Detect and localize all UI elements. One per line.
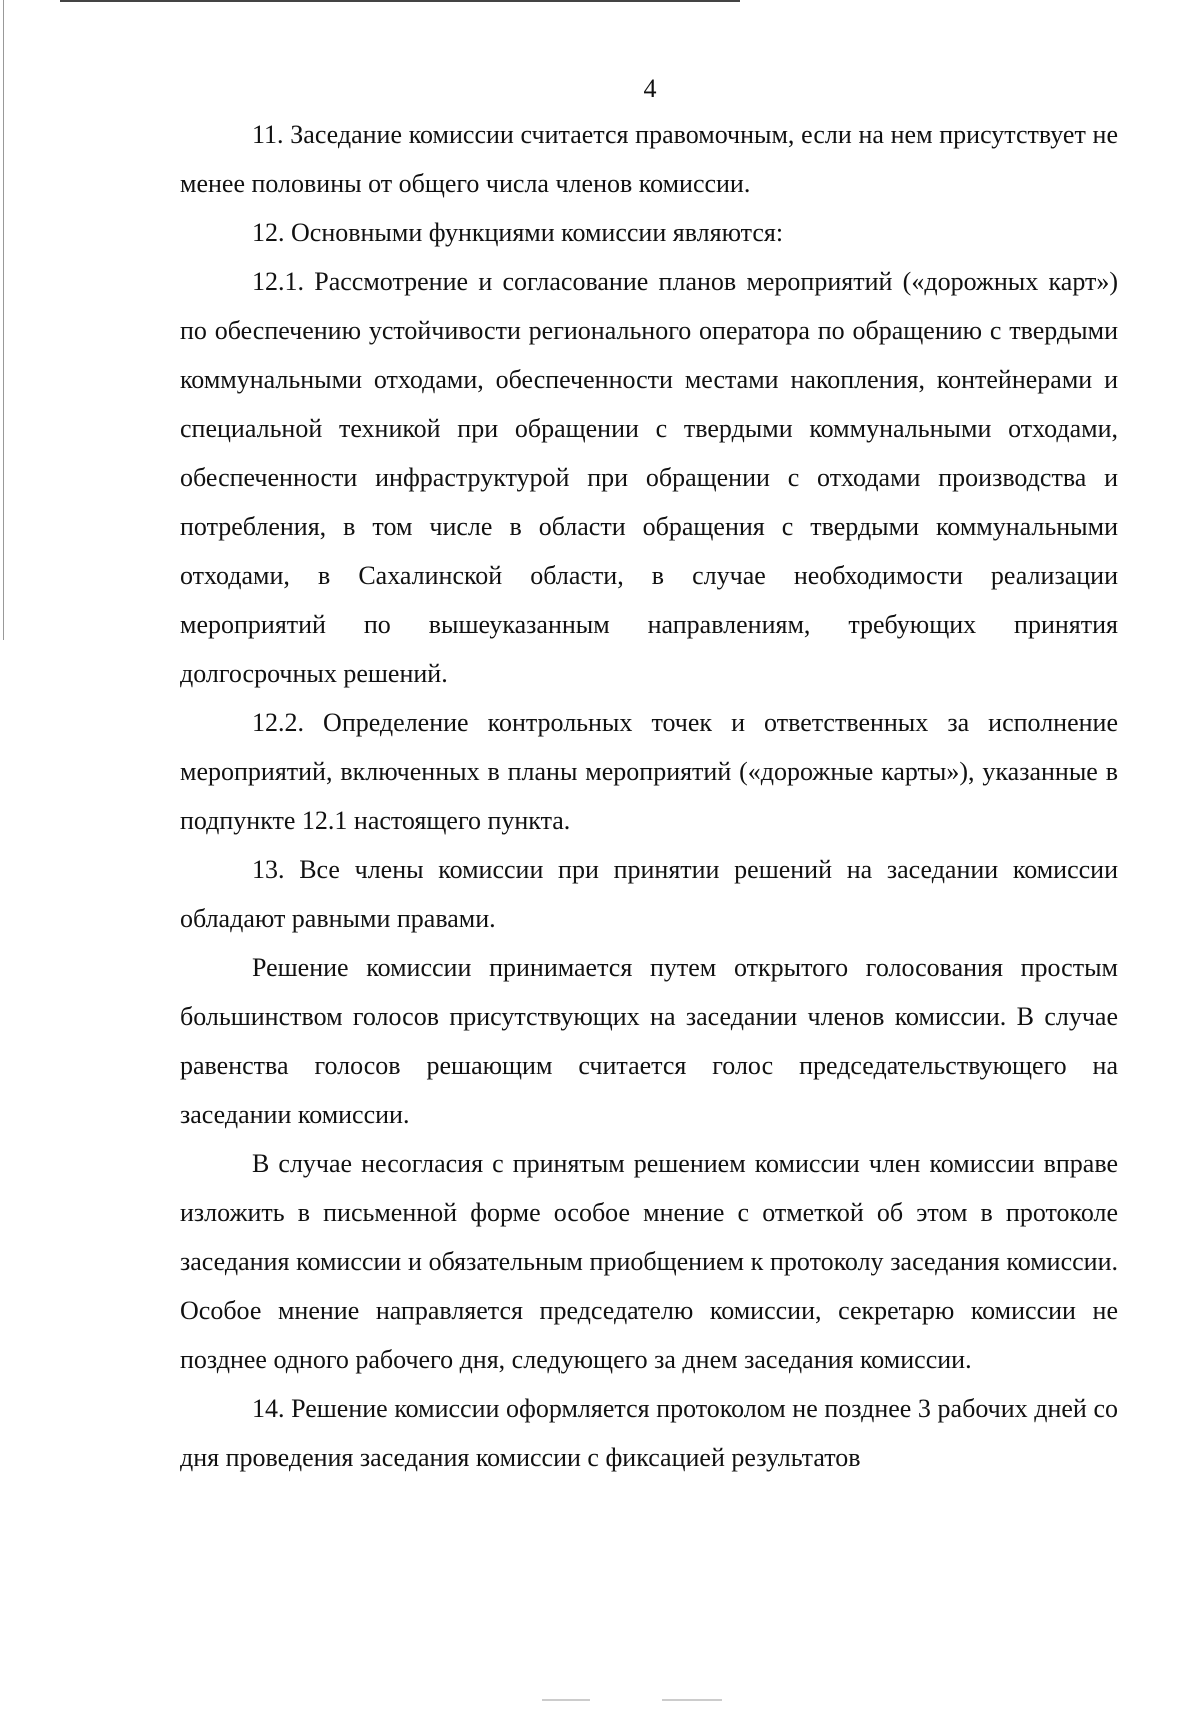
paragraph-13-dissent: В случае несогласия с принятым решением комиссии член комиссии вправе изложить в письменной форме особое мнение с отметкой об этом в протоколе заседания комиссии и обязательным приобщением к протоколу заседания комиссии. Особое мнение направляется председателю комиссии, секретарю комиссии не позднее одного рабочего дня, следующего за днем заседания комиссии. [180,1149,1118,1374]
paragraph-12-1: 12.1. Рассмотрение и согласование планов мероприятий («дорожных карт») по обеспечению устойчивости регионального оператора по обращению с твердыми коммунальными отходами, обеспеченности местами накопления, контейнерами и специальной техникой при обращении с твердыми коммунальными отходами, обеспеченности инфраструктурой при обращении с отходами производства и потребления, в том числе в области обращения с твердыми коммунальными отходами, в Сахалинской области, в случае необходимости реализации мероприятий по вышеуказанным направлениям, требующих принятия долгосрочных решений. [180,267,1118,688]
paragraph-13: 13. Все члены комиссии при принятии решений на заседании комиссии обладают равными правами. [180,855,1118,933]
paragraph-12-2: 12.2. Определение контрольных точек и ответственных за исполнение мероприятий, включенных в планы мероприятий («дорожные карты»), указанные в подпункте 12.1 настоящего пункта. [180,708,1118,835]
page-number: 4 [643,74,657,103]
top-scan-rule [60,0,740,2]
paragraph-12: 12. Основными функциями комиссии являются: [252,218,784,247]
paragraph-13-voting: Решение комиссии принимается путем открытого голосования простым большинством голосов присутствующих на заседании членов комиссии. В случае равенства голосов решающим считается голос председательствующего на заседании комиссии. [180,953,1118,1129]
bottom-scan-mark [542,1699,590,1701]
bottom-scan-mark [662,1699,722,1701]
document-body [180,110,1118,1482]
paragraph-14: 14. Решение комиссии оформляется протоколом не позднее 3 рабочих дней со дня проведения заседания комиссии с фиксацией результатов [180,1394,1118,1472]
paragraph-11: 11. Заседание комиссии считается правомочным, если на нем присутствует не менее половины от общего числа членов комиссии. [180,120,1118,198]
